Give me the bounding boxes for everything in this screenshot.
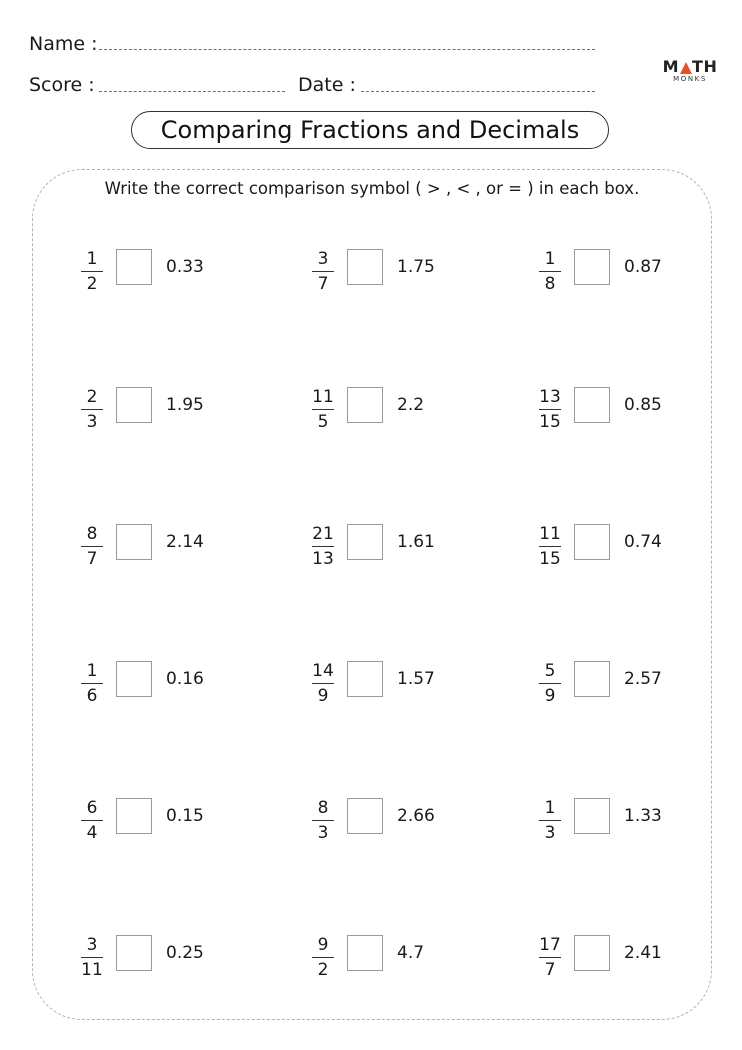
problem-item (77, 524, 237, 578)
fraction-bar (312, 820, 334, 821)
fraction-bar (539, 683, 561, 684)
fraction-bar (81, 409, 103, 410)
problem-item (535, 935, 695, 989)
fraction-denominator: 11 (81, 960, 103, 980)
fraction-denominator: 2 (317, 960, 329, 980)
problem-item (77, 249, 237, 303)
decimal-value: 1.57 (397, 669, 435, 689)
answer-box[interactable] (347, 524, 383, 560)
fraction-numerator: 21 (312, 524, 334, 544)
fraction-numerator: 13 (539, 387, 561, 407)
fraction-numerator: 5 (544, 661, 556, 681)
fraction-numerator: 2 (86, 387, 98, 407)
decimal-value: 2.14 (166, 532, 204, 552)
name-label: Name : (29, 33, 98, 55)
problem-item (77, 387, 237, 441)
fraction-bar (81, 957, 103, 958)
fraction-denominator: 13 (312, 549, 334, 569)
answer-box[interactable] (116, 798, 152, 834)
fraction-bar (312, 271, 334, 272)
fraction-numerator: 1 (544, 249, 556, 269)
problem-item (308, 524, 468, 578)
date-field[interactable] (361, 91, 595, 92)
fraction-numerator: 11 (312, 387, 334, 407)
problem-item (308, 935, 468, 989)
problem-item (308, 798, 468, 852)
answer-box[interactable] (116, 387, 152, 423)
worksheet-title (131, 111, 609, 149)
decimal-value: 2.66 (397, 806, 435, 826)
fraction-bar (312, 546, 334, 547)
fraction-numerator: 11 (539, 524, 561, 544)
fraction-numerator: 1 (544, 798, 556, 818)
fraction-bar (81, 683, 103, 684)
problem-item (308, 387, 468, 441)
answer-box[interactable] (116, 935, 152, 971)
answer-box[interactable] (116, 524, 152, 560)
fraction-denominator: 9 (544, 686, 556, 706)
answer-box[interactable] (347, 661, 383, 697)
fraction-bar (312, 957, 334, 958)
logo-letter-m: M (662, 57, 680, 76)
logo-triangle-icon (680, 62, 692, 74)
fraction-denominator: 8 (544, 274, 556, 294)
decimal-value: 1.33 (624, 806, 662, 826)
fraction-denominator: 3 (317, 823, 329, 843)
answer-box[interactable] (347, 935, 383, 971)
problem-item (77, 935, 237, 989)
fraction-denominator: 15 (539, 412, 561, 432)
fraction-bar (312, 683, 334, 684)
math-monks-logo (660, 59, 720, 84)
fraction-bar (539, 957, 561, 958)
fraction-bar (312, 409, 334, 410)
decimal-value: 0.33 (166, 257, 204, 277)
decimal-value: 0.16 (166, 669, 204, 689)
logo-subtitle: MONKS (673, 75, 707, 83)
fraction-denominator: 2 (86, 274, 98, 294)
problem-item (77, 661, 237, 715)
fraction-numerator: 1 (86, 249, 98, 269)
problem-item (535, 524, 695, 578)
fraction-denominator: 7 (86, 549, 98, 569)
score-field[interactable] (99, 91, 285, 92)
answer-box[interactable] (116, 249, 152, 285)
answer-box[interactable] (116, 661, 152, 697)
answer-box[interactable] (574, 524, 610, 560)
name-field[interactable] (99, 49, 595, 50)
decimal-value: 2.2 (397, 395, 425, 415)
fraction-numerator: 8 (86, 524, 98, 544)
fraction-bar (539, 271, 561, 272)
worksheet-title-text: Comparing Fractions and Decimals (160, 116, 580, 144)
fraction-numerator: 6 (86, 798, 98, 818)
fraction-bar (81, 820, 103, 821)
problem-item (535, 387, 695, 441)
fraction-denominator: 5 (317, 412, 329, 432)
decimal-value: 0.15 (166, 806, 204, 826)
answer-box[interactable] (347, 249, 383, 285)
fraction-numerator: 3 (86, 935, 98, 955)
fraction-denominator: 9 (317, 686, 329, 706)
fraction-denominator: 6 (86, 686, 98, 706)
fraction-numerator: 9 (317, 935, 329, 955)
decimal-value: 0.87 (624, 257, 662, 277)
logo-wordmark (660, 59, 720, 75)
answer-box[interactable] (574, 798, 610, 834)
problem-item (535, 798, 695, 852)
fraction-bar (539, 546, 561, 547)
answer-box[interactable] (347, 387, 383, 423)
fraction-numerator: 3 (317, 249, 329, 269)
decimal-value: 2.41 (624, 943, 662, 963)
decimal-value: 1.95 (166, 395, 204, 415)
problem-item (308, 249, 468, 303)
answer-box[interactable] (574, 387, 610, 423)
decimal-value: 4.7 (397, 943, 425, 963)
decimal-value: 0.74 (624, 532, 662, 552)
fraction-denominator: 3 (86, 412, 98, 432)
decimal-value: 2.57 (624, 669, 662, 689)
answer-box[interactable] (574, 935, 610, 971)
decimal-value: 1.75 (397, 257, 435, 277)
fraction-numerator: 17 (539, 935, 561, 955)
decimal-value: 0.25 (166, 943, 204, 963)
answer-box[interactable] (347, 798, 383, 834)
decimal-value: 0.85 (624, 395, 662, 415)
problem-item (535, 661, 695, 715)
score-label: Score : (29, 74, 95, 96)
fraction-bar (539, 409, 561, 410)
fraction-bar (81, 546, 103, 547)
problem-item (308, 661, 468, 715)
decimal-value: 1.61 (397, 532, 435, 552)
logo-letters-th: TH (692, 57, 718, 76)
fraction-numerator: 1 (86, 661, 98, 681)
problem-item (535, 249, 695, 303)
answer-box[interactable] (574, 661, 610, 697)
fraction-denominator: 7 (317, 274, 329, 294)
fraction-denominator: 7 (544, 960, 556, 980)
fraction-numerator: 8 (317, 798, 329, 818)
fraction-denominator: 3 (544, 823, 556, 843)
fraction-numerator: 14 (312, 661, 334, 681)
problem-item (77, 798, 237, 852)
date-label: Date : (298, 74, 356, 96)
fraction-bar (539, 820, 561, 821)
fraction-bar (81, 271, 103, 272)
fraction-denominator: 4 (86, 823, 98, 843)
instruction-text: Write the correct comparison symbol ( > , < , or = ) in each box. (104, 179, 640, 198)
fraction-denominator: 15 (539, 549, 561, 569)
answer-box[interactable] (574, 249, 610, 285)
